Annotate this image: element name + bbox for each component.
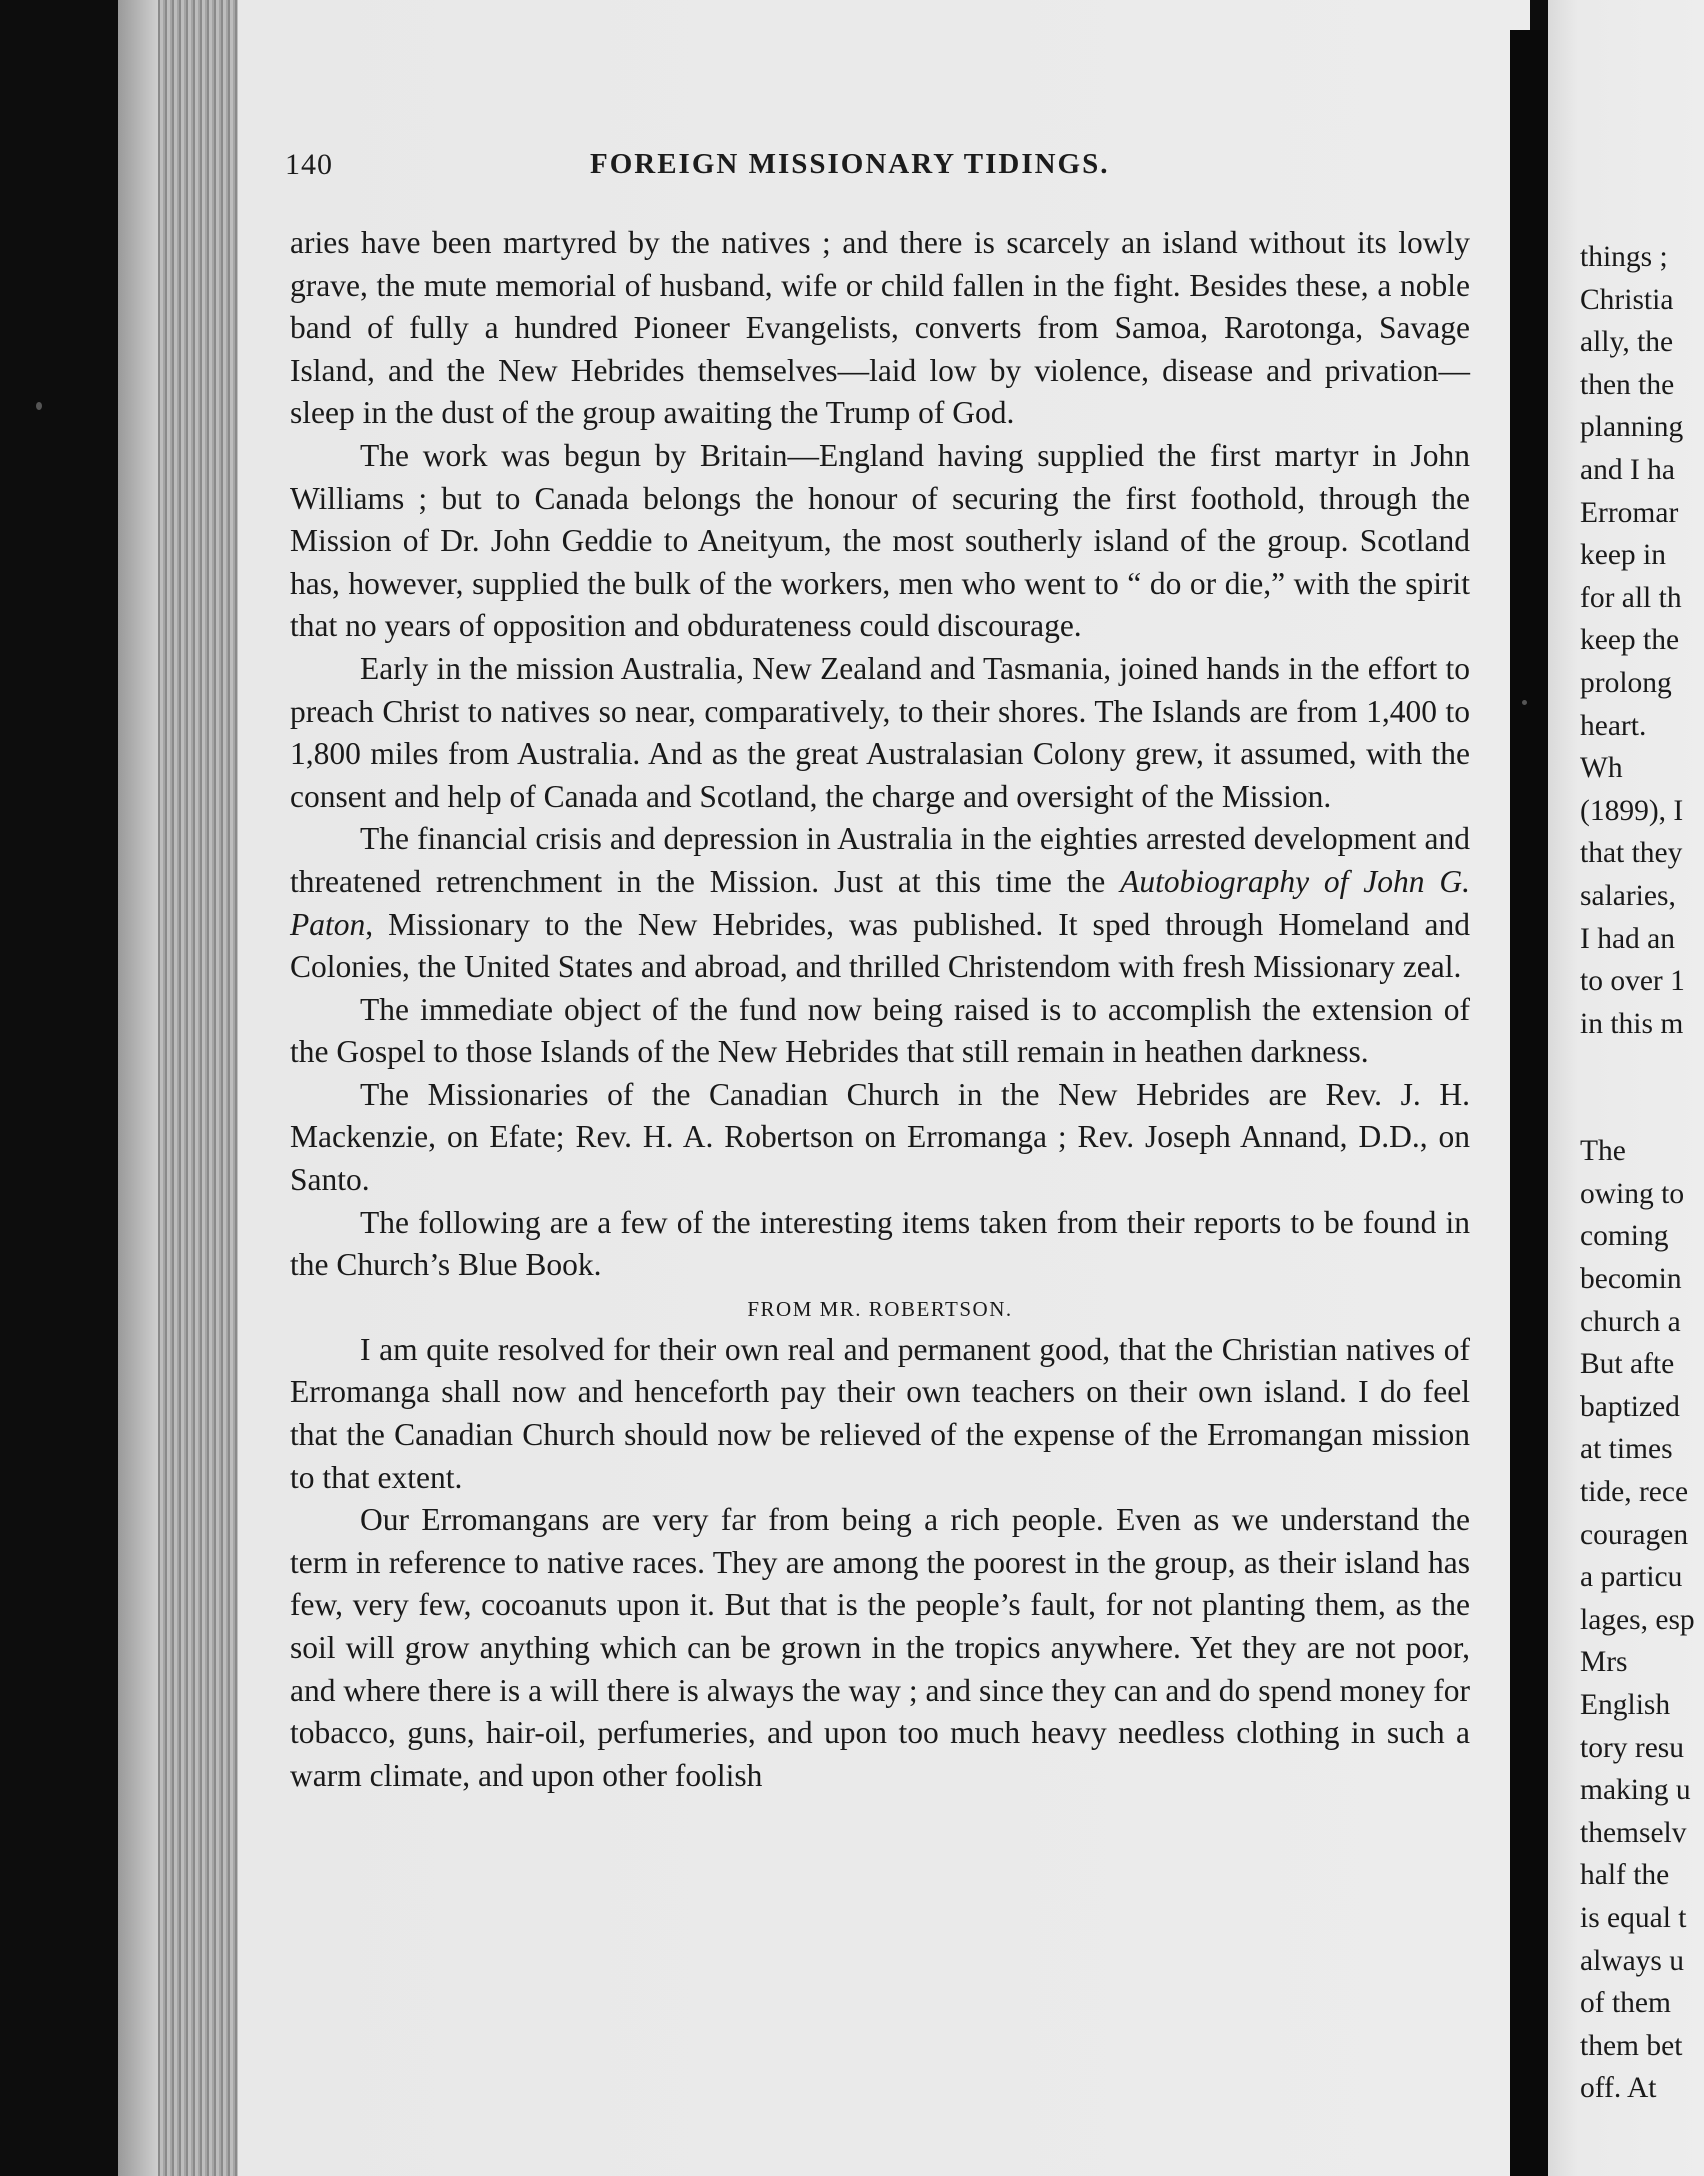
right-page-line: in this m	[1580, 1007, 1684, 1040]
right-page-line: keep the	[1580, 624, 1680, 657]
right-page-line: tide, rece	[1580, 1476, 1689, 1509]
right-page-line: at times	[1580, 1433, 1673, 1466]
right-page-line: The	[1580, 1135, 1626, 1168]
paragraph: The following are a few of the interesting items taken from their reports to be found in the Church’s Blue Book.	[290, 1204, 1470, 1283]
right-page-line: planning	[1580, 411, 1684, 444]
right-page-line: for all th	[1580, 581, 1682, 614]
right-page-line: I had an	[1580, 922, 1676, 955]
right-page-line: Christia	[1580, 283, 1674, 316]
page-header	[285, 148, 1485, 188]
right-page-line: church a	[1580, 1305, 1681, 1338]
left-page	[118, 0, 1530, 2176]
right-page-line: always u	[1580, 1944, 1685, 1977]
right-page-line: owing to	[1580, 1177, 1685, 1210]
page-edges	[158, 0, 238, 2176]
spacer	[1580, 1045, 1704, 1130]
scan-speck	[36, 402, 42, 410]
right-block	[1580, 236, 1704, 747]
right-page-text	[1580, 236, 1704, 2110]
right-page-line: then the	[1580, 368, 1675, 401]
section-subheading: FROM MR. ROBERTSON.	[747, 1296, 1013, 1321]
right-page-line: that they	[1580, 837, 1683, 870]
paragraph: I am quite resolved for their own real and permanent good, that the Christian natives of Erromanga shall now and henceforth pay their own teachers on their own island. I do feel that the Canadian Church should now be relieved of the expense of the Erromangan mission to that extent.	[290, 1331, 1470, 1495]
paragraph: The immediate object of the fund now being raised is to accomplish the extension of the Gospel to those Islands of the New Hebrides that still remain in heathen darkness.	[290, 991, 1470, 1070]
paragraph: The work was begun by Britain—England having supplied the first martyr in John Williams ; but to Canada belongs the honour of securing the first foothold, through the Mission of Dr. John Geddie to Aneityum, the most southerly island of the group. Scotland has, however, supplied the bulk of the workers, men who went to “ do or die,” with the spirit that no years of opposition and obdurateness could discourage.	[290, 437, 1470, 644]
right-page-line: Erromar	[1580, 496, 1679, 529]
book-gutter	[1510, 30, 1550, 2176]
running-title: FOREIGN MISSIONARY TIDINGS.	[590, 148, 1110, 180]
scan-speck	[1522, 700, 1527, 705]
right-page-line: becomin	[1580, 1263, 1682, 1296]
right-page-line: a particu	[1580, 1561, 1683, 1594]
article-body	[290, 222, 1470, 1797]
right-page-line: half the	[1580, 1859, 1670, 1892]
right-page-line: Wh	[1580, 752, 1623, 785]
right-page-line: couragen	[1580, 1518, 1689, 1551]
paragraph-text: , Missionary to the New Hebrides, was published. It sped through Homeland and Colonies, the United States and abroad, and thrilled Christendom with fresh Missionary zeal.	[290, 906, 1470, 985]
right-page-line: baptized	[1580, 1390, 1680, 1423]
page-number: 140	[285, 148, 333, 181]
right-page-line: English	[1580, 1689, 1671, 1721]
paragraph: Early in the mission Australia, New Zealand and Tasmania, joined hands in the effort to preach Christ to natives so near, comparatively, to their shores. The Islands are from 1,400 to 1,800 miles from Australia. And as the great Australasian Colony grew, it assumed, with the consent and help of Canada and Scotland, the charge and oversight of the Mission.	[290, 650, 1470, 814]
paragraph: Our Erromangans are very far from being a rich people. Even as we understand the term in reference to native races. They are among the poorest in the group, as their island has few, very few, cocoanuts upon it. But that is the people’s fault, for not planting them, as the soil will grow anything which can be grown in the tropics anywhere. Yet they are not poor, and where there is a will there is always the way ; and since they can and do spend money for tobacco, guns, hair-oil, perfumeries, and upon too much heavy needless clothing in such a warm climate, and upon other foolish	[290, 1502, 1470, 1793]
paragraph: aries have been martyred by the natives ; and there is scarcely an island without its lowly grave, the mute memorial of husband, wife or child fallen in the fight. Besides these, a noble band of fully a hundred Pioneer Evangelists, converts from Samoa, Rarotonga, Savage Island, and the New Hebrides themselves—laid low by violence, disease and privation—sleep in the dust of the group awaiting the Trump of God.	[290, 225, 1470, 431]
book-title: Autobiography of John G. Paton	[290, 863, 1471, 942]
right-page-line: off. At	[1580, 2072, 1657, 2105]
right-page-line: salaries,	[1580, 879, 1676, 912]
right-page-line: themselv	[1580, 1816, 1687, 1849]
right-page-line: to over 1	[1580, 965, 1685, 998]
right-page-line: prolong	[1580, 666, 1672, 699]
right-page-line: keep in	[1580, 539, 1667, 572]
right-page-line: them bet	[1580, 2029, 1683, 2062]
right-page-fragment	[1548, 0, 1704, 2176]
right-page-line: things ;	[1580, 241, 1668, 273]
right-page-line: coming	[1580, 1220, 1669, 1253]
paragraph: The Missionaries of the Canadian Church in the New Hebrides are Rev. J. H. Mackenzie, on Efate; Rev. H. A. Robertson on Erromanga ; Rev. Joseph Annand, D.D., on Santo.	[290, 1076, 1470, 1198]
right-page-line: Mrs	[1580, 1646, 1628, 1679]
right-block	[1580, 747, 1704, 1045]
right-page-line: lages, esp	[1580, 1603, 1695, 1636]
right-page-line: heart.	[1580, 709, 1647, 742]
right-page-line: and I ha	[1580, 453, 1676, 486]
right-page-line: of them	[1580, 1987, 1671, 2020]
right-page-line: But afte	[1580, 1348, 1675, 1381]
right-page-line: is equal t	[1580, 1901, 1687, 1934]
right-page-line: (1899), I	[1580, 794, 1684, 827]
right-page-line: tory resu	[1580, 1731, 1685, 1764]
right-page-line: making u	[1580, 1774, 1691, 1807]
paragraph-text: The financial crisis and depression in Australia in the eighties arrested development and threatened retrenchment in the Mission. Just at this time the	[290, 821, 1470, 899]
paragraph	[290, 818, 1470, 988]
right-page-line: ally, the	[1580, 326, 1674, 359]
right-block	[1580, 1130, 1704, 2110]
